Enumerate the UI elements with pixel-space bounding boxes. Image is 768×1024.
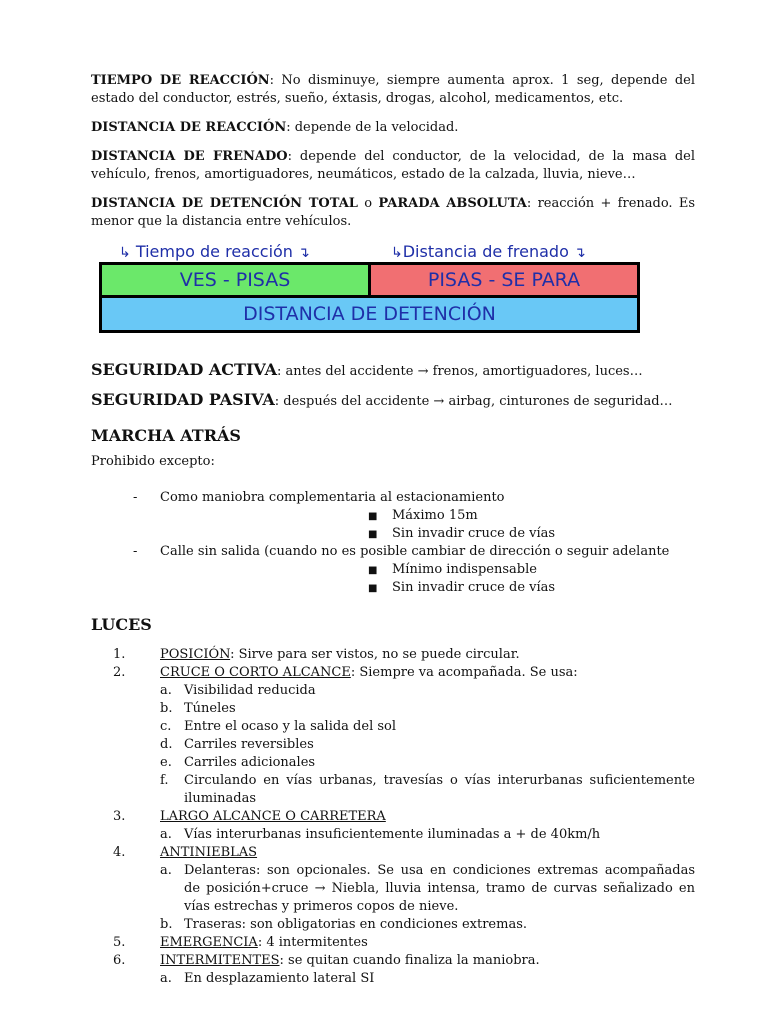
definition-term: DISTANCIA DE DETENCIÓN TOTAL [91, 196, 358, 211]
square-bullet-icon: ■ [368, 565, 378, 576]
list-item: a. Vías interurbanas insuficientemente iluminadas a + de 40km/h [160, 827, 601, 842]
list-item: d. Carriles reversibles [160, 737, 314, 752]
marcha-intro: Prohibido excepto: [91, 454, 215, 469]
box-distancia-detencion: DISTANCIA DE DETENCIÓN [99, 295, 640, 333]
list-item: a. Visibilidad reducida [160, 683, 316, 698]
bracket-arrow-icon: ↳ [119, 245, 131, 261]
list-item: 1. POSICIÓN: Sirve para ser vistos, no se puede circular. [113, 647, 520, 662]
list-item: ■ Mínimo indispensable [91, 561, 695, 579]
square-bullet-icon: ■ [368, 511, 378, 522]
list-item: b. Traseras: son obligatorias en condiciones extremas. [160, 917, 527, 932]
definition-text: : No disminuye, siempre aumenta aprox. 1 seg, depende del estado del conductor, estrés, sueño, éxtasis, drogas, alcohol, medicamentos, etc. [91, 73, 695, 106]
document-page [91, 72, 695, 988]
luces-heading: LUCES [91, 615, 152, 634]
definition-term: DISTANCIA DE REACCIÓN [91, 120, 287, 135]
list-item: 2. CRUCE O CORTO ALCANCE: Siempre va acompañada. Se usa: [113, 665, 578, 680]
list-item: b. Túneles [160, 701, 236, 716]
list-item: ■ Sin invadir cruce de vías [91, 579, 695, 597]
arrow-right-icon: → [417, 364, 429, 379]
list-item: c. Entre el ocaso y la salida del sol [160, 719, 397, 734]
bracket-arrow-icon: ↳ [391, 245, 403, 261]
definition-tiempo-reaccion [91, 72, 695, 108]
box-ves-pisas: VES - PISAS [99, 262, 371, 298]
list-item: a. Delanteras: son opcionales. Se usa en condiciones extremas acompañadas de posición+cruce → Niebla, lluvia intensa, tramo de curvas señalizado en vías estrechas y primeros copos de nieve. [160, 863, 695, 914]
seguridad-pasiva: SEGURIDAD PASIVA: después del accidente → airbag, cinturones de seguridad… [91, 390, 673, 409]
arrow-right-icon: → [433, 394, 445, 409]
stopping-distance-diagram [99, 242, 659, 350]
list-item: - Calle sin salida (cuando no es posible cambiar de dirección o seguir adelante [133, 544, 670, 559]
list-item: 5. EMERGENCIA: 4 intermitentes [113, 935, 368, 950]
definition-distancia-reaccion [91, 119, 695, 137]
square-bullet-icon: ■ [368, 529, 378, 540]
definition-text: : reacción + frenado. Es menor que la distancia entre vehículos. [91, 196, 696, 229]
marcha-atras-heading: MARCHA ATRÁS [91, 426, 241, 445]
list-item: - Como maniobra complementaria al estacionamiento [133, 490, 505, 505]
list-item: 3. LARGO ALCANCE O CARRETERA [113, 809, 386, 824]
list-item: f. Circulando en vías urbanas, travesías o vías interurbanas suficientemente iluminadas [160, 773, 695, 806]
definition-term: DISTANCIA DE FRENADO [91, 149, 288, 164]
list-item: a. En desplazamiento lateral SI [160, 971, 375, 986]
list-item: 4. ANTINIEBLAS [113, 845, 258, 860]
definition-text: : depende de la velocidad. [286, 120, 459, 135]
bracket-arrow-icon: ↴ [298, 245, 310, 261]
list-item: ■ Sin invadir cruce de vías [91, 525, 695, 543]
seguridad-activa: SEGURIDAD ACTIVA: antes del accidente → frenos, amortiguadores, luces… [91, 360, 643, 379]
list-item: 6. INTERMITENTES: se quitan cuando finaliza la maniobra. [113, 953, 540, 968]
definition-text: : depende del conductor, de la velocidad, de la masa del vehículo, frenos, amortiguadores, neumáticos, estado de la calzada, lluvia, nieve… [91, 149, 695, 182]
definition-detencion-total [91, 195, 695, 231]
braking-distance-label: ↳Distancia de frenado ↴ [391, 242, 586, 261]
list-item: e. Carriles adicionales [160, 755, 316, 770]
definition-term: TIEMPO DE REACCIÓN [91, 73, 270, 88]
box-pisas-se-para: PISAS - SE PARA [368, 262, 640, 298]
list-item: ■ Máximo 15m [91, 507, 695, 525]
bracket-arrow-icon: ↴ [573, 245, 586, 261]
square-bullet-icon: ■ [368, 583, 378, 594]
definition-joiner: o [357, 196, 379, 211]
definition-term: PARADA ABSOLUTA [378, 196, 527, 211]
definition-distancia-frenado [91, 148, 695, 184]
luces-list [91, 646, 695, 988]
reaction-time-label: ↳ Tiempo de reacción ↴ [119, 242, 310, 261]
